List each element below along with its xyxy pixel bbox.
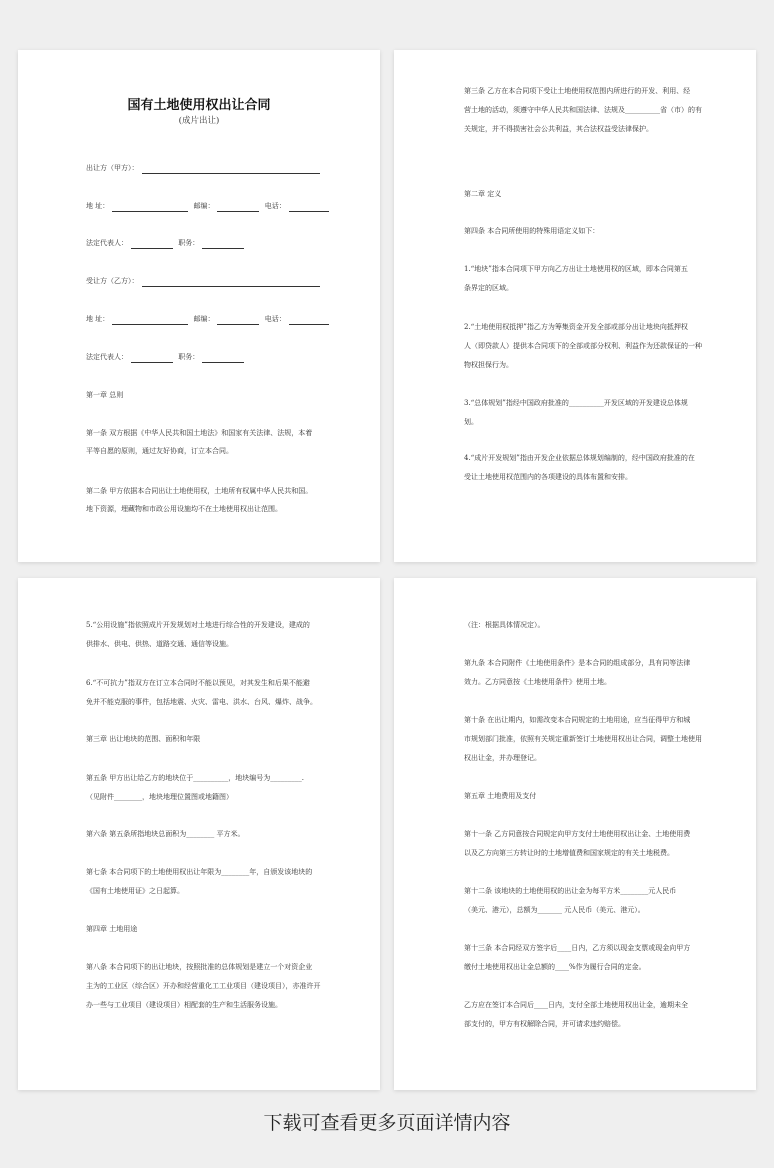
download-caption: 下载可查看更多页面详情内容	[263, 1112, 511, 1134]
postcode-label: 邮编：	[193, 202, 215, 210]
transferee-row	[86, 276, 323, 287]
body-line: 3.“总体规划”指经中国政府批准的__________开发区域的开发建设总体规	[464, 399, 688, 407]
legal-rep-label: 法定代表人：	[86, 239, 128, 247]
postcode-blank	[217, 316, 259, 325]
body-line: 第一条 双方根据《中华人民共和国土地法》和国家有关法律、法规，本着	[86, 429, 313, 437]
position-blank	[202, 240, 244, 249]
body-line: 效力。乙方同意按《土地使用条件》使用土地。	[464, 678, 611, 686]
position-label: 职务：	[178, 353, 200, 361]
legal-rep-blank	[131, 354, 173, 363]
body-line: 人（即贷款人）提供本合同项下的全部或部分权利、利益作为还款保证的一种	[464, 342, 702, 350]
transferee-label: 受让方（乙方）：	[86, 277, 139, 285]
body-line: 受让土地使用权范围内的各项建设的具体布置和安排。	[464, 473, 632, 481]
body-line: 6.“不可抗力”指双方在订立本合同时不能以预见，对其发生和后果不能避	[86, 679, 310, 687]
chapter-heading: 第四章 土地用途	[86, 925, 138, 933]
body-line: 物权担保行为。	[464, 361, 513, 369]
body-line: 第十一条 乙方同意按合同规定向甲方支付土地使用权出让金、土地使用费	[464, 830, 691, 838]
body-line: 办一些与工业项目（建设项目）相配套的生产和生活服务设施。	[86, 1001, 282, 1009]
body-line: 条界定的区域。	[464, 284, 513, 292]
transferor-address-row	[86, 201, 332, 212]
phone-blank	[289, 316, 329, 325]
address-blank	[112, 316, 188, 325]
legal-rep-label: 法定代表人：	[86, 353, 128, 361]
body-line: 以及乙方向第三方转让时的土地增值费和国家规定的有关土地税费。	[464, 849, 674, 857]
body-line: 乙方应在签订本合同后____日内，支付全部土地使用权出让金，逾期未全	[464, 1001, 688, 1009]
body-line: 权出让金，并办理登记。	[464, 754, 541, 762]
body-line: 1.“地块”指本合同项下甲方向乙方出让土地使用权的区域，即本合同第五	[464, 265, 688, 273]
page-title: 国有土地使用权出让合同	[127, 98, 271, 113]
body-line: 划。	[464, 418, 478, 426]
body-line: 地下资源，埋藏物和市政公用设施均不在土地使用权出让范围。	[86, 505, 282, 513]
phone-label: 电话：	[264, 202, 286, 210]
body-line: 第九条 本合同附件《土地使用条件》是本合同的组成部分，具有同等法律	[464, 659, 691, 667]
phone-blank	[289, 203, 329, 212]
body-line: 第八条 本合同项下的出让地块，按照批准的总体规划是建立一个对资企业	[86, 963, 313, 971]
body-line: 第三条 乙方在本合同项下受让土地使用权范围内所进行的开发、利用、经	[464, 87, 691, 95]
body-line: 营土地的活动，须遵守中华人民共和国法律、法规及__________省（市）的有	[464, 106, 702, 114]
body-line: 平等自愿的原则，通过友好协商，订立本合同。	[86, 447, 233, 455]
postcode-blank	[217, 203, 259, 212]
legal-rep-blank	[131, 240, 173, 249]
contract-page-2	[394, 50, 756, 562]
body-line: 第四条 本合同所使用的特殊用语定义如下：	[464, 227, 600, 235]
contract-page-1	[18, 50, 380, 562]
body-line: （美元、港元），总额为_______ 元人民币（美元、港元）。	[464, 906, 645, 914]
body-line: 主为的工业区（综合区）开办和经营重化工工业项目（建设项目），亦准许开	[86, 982, 321, 990]
transferor-blank	[142, 165, 320, 174]
body-line: 第七条 本合同项下的土地使用权出让年限为________年，自颁发该地块的	[86, 868, 313, 876]
contract-page-4	[394, 578, 756, 1090]
transferor-label: 出让方（甲方）：	[86, 164, 139, 172]
position-label: 职务：	[178, 239, 200, 247]
position-blank	[202, 354, 244, 363]
chapter-heading: 第五章 土地费用及支付	[464, 792, 537, 800]
body-line: 第十条 在出让期内，如需改变本合同规定的土地用途，应当征得甲方和城	[464, 716, 691, 724]
transferee-blank	[142, 278, 320, 287]
body-line: 第五条 甲方出让给乙方的地块位于__________，地块编号为_________.	[86, 774, 304, 782]
address-label: 地 址：	[86, 202, 110, 210]
body-line: 第二条 甲方依据本合同出让土地使用权，土地所有权属中华人民共和国。	[86, 487, 313, 495]
transferor-rep-row	[86, 238, 247, 249]
body-line: 缴付土地使用权出让金总额的____%作为履行合同的定金。	[464, 963, 646, 971]
body-line: 5.“公用设施”指依照成片开发规划对土地进行综合性的开发建设，建成的	[86, 621, 310, 629]
chapter-heading: 第一章 总则	[86, 391, 124, 399]
body-line: 免并不能克服的事件，包括地震、火灾、雷电、洪水、台风、爆炸、战争。	[86, 698, 317, 706]
transferor-row	[86, 163, 323, 174]
body-line: 第十三条 本合同经双方签字后____日内，乙方须以现金支票或现金向甲方	[464, 944, 691, 952]
page-subtitle: (成片出让)	[178, 116, 220, 126]
postcode-label: 邮编：	[193, 315, 215, 323]
address-label: 地 址：	[86, 315, 110, 323]
transferee-address-row	[86, 314, 332, 325]
body-line: 第十二条 该地块的土地使用权的出让金为每平方米________元人民币	[464, 887, 677, 895]
body-line: 部支付的，甲方有权解除合同，并可请求违约赔偿。	[464, 1020, 625, 1028]
chapter-heading: 第二章 定义	[464, 190, 502, 198]
body-line: （见附件________，地块地理位置图或地籍图）	[86, 793, 233, 801]
body-line: 关规定，并不得损害社会公共利益，其合法权益受法律保护。	[464, 125, 653, 133]
body-line: 4.“成片开发规划”指由开发企业依据总体规划编制的，经中国政府批准的在	[464, 454, 695, 462]
body-line: 第六条 第五条所指地块总面积为________ 平方米。	[86, 830, 245, 838]
contract-page-3	[18, 578, 380, 1090]
body-line: 2.“土地使用权抵押”指乙方为筹集资金开发全部或部分出让地块向抵押权	[464, 323, 688, 331]
body-line: 供排水、供电、供热、道路交通、通信等设施。	[86, 640, 233, 648]
address-blank	[112, 203, 188, 212]
transferee-rep-row	[86, 352, 247, 363]
body-line: （注：根据具体情况定）。	[464, 621, 545, 629]
body-line: 《国有土地使用证》之日起算。	[86, 887, 184, 895]
body-line: 市规划部门批准，依照有关规定重新签订土地使用权出让合同，调整土地使用	[464, 735, 702, 743]
chapter-heading: 第三章 出让地块的范围、面积和年限	[86, 735, 201, 743]
phone-label: 电话：	[264, 315, 286, 323]
